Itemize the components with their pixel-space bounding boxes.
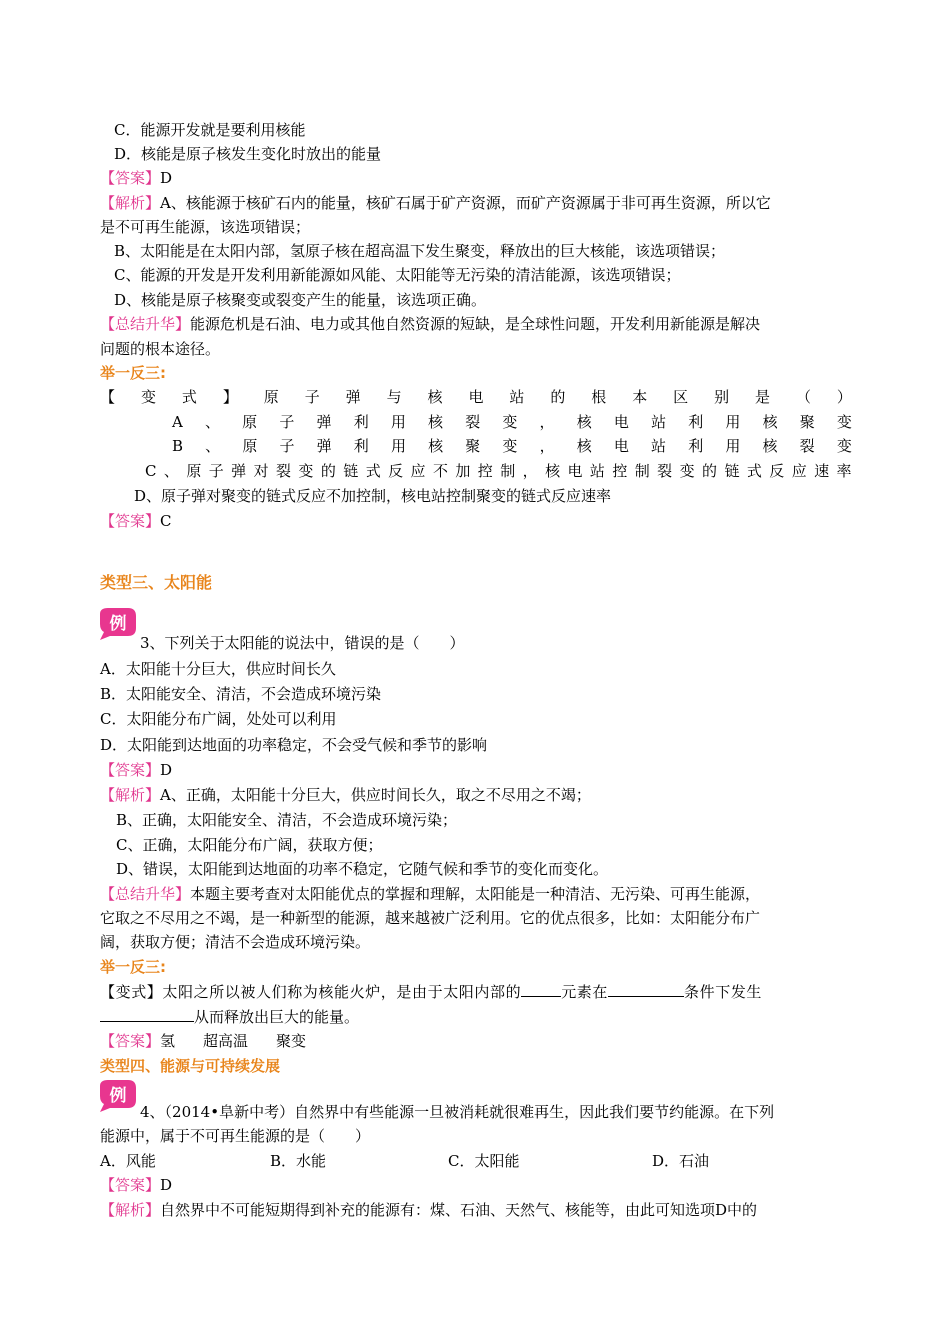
char: 弹 (345, 388, 361, 406)
char: 原 (242, 437, 258, 455)
option-d: D．太阳能到达地面的功率稳定，不会受气候和季节的影响 (100, 736, 488, 754)
analysis-line (100, 1199, 852, 1221)
example-icon-label: 例 (109, 1086, 127, 1106)
char: 电 (468, 388, 484, 406)
char: 变 (836, 437, 852, 455)
char: 加 (455, 462, 471, 480)
char: B (172, 437, 184, 455)
answer-tag: 【答案】 (100, 761, 161, 779)
char: 链 (343, 462, 359, 480)
summary-line (100, 313, 852, 335)
char: 利 (353, 413, 369, 431)
char: 子 (208, 462, 224, 480)
char: 站 (589, 462, 605, 480)
answer-tag: 【答案】 (100, 1032, 161, 1050)
variant-text: 从而释放出巨大的能量。 (194, 1008, 360, 1026)
analysis-text: A、核能源于核矿石内的能量，核矿石属于矿产资源，而矿产资源属于非可再生资源，所以它 (160, 194, 771, 212)
answer-value: D (160, 1176, 173, 1194)
option-b: B．水能 (270, 1152, 327, 1170)
char: 、 (205, 413, 221, 431)
char: 裂 (276, 462, 292, 480)
char: （ (795, 388, 811, 406)
char: 用 (390, 437, 406, 455)
variant-stem (100, 386, 852, 408)
summary-tag: 【总结升华】 (100, 315, 191, 333)
char: 站 (651, 437, 667, 455)
summary-text: 问题的根本途径。 (100, 340, 221, 358)
analysis-text: B、太阳能是在太阳内部，氢原子核在超高温下发生聚变，释放出的巨大核能，该选项错误； (114, 242, 726, 260)
answer-value: 氢 (160, 1032, 176, 1050)
summary-text: 阔，获取方便；清洁不会造成环境污染。 (100, 933, 371, 951)
char: 电 (567, 462, 583, 480)
variant-text: 元素在 (561, 983, 609, 1001)
char: 率 (836, 462, 852, 480)
answer-line (100, 167, 852, 189)
char: 是 (755, 388, 771, 406)
variant-option-c (145, 460, 852, 482)
variant-stem-cont (100, 1005, 852, 1028)
char: 根 (591, 388, 607, 406)
char: 利 (688, 413, 704, 431)
question-text: 4、（2014•阜新中考）自然界中有些能源一旦被消耗就很难再生，因此我们要节约能源。在下列 (140, 1103, 775, 1121)
option-b: B．太阳能安全、清洁，不会造成环境污染 (100, 685, 382, 703)
char: 反 (388, 462, 404, 480)
variant-option-d: D、原子弹对聚变的链式反应不加控制，核电站控制聚变的链式反应速率 (134, 487, 612, 505)
option-c: C．太阳能分布广阔，处处可以利用 (100, 710, 337, 728)
char: 电 (613, 437, 629, 455)
answer-value: 超高温 (203, 1032, 249, 1050)
char: 裂 (799, 437, 815, 455)
analysis-text: C、能源的开发是开发利用新能源如风能、太阳能等无污染的清洁能源，该选项错误； (114, 266, 681, 284)
char: 变 (502, 437, 518, 455)
char: 核 (428, 437, 444, 455)
analysis-text: D、错误，太阳能到达地面的功率不稳定，它随气候和季节的变化而变化。 (116, 860, 609, 878)
char: 式 (181, 388, 197, 406)
char: 弹 (316, 437, 332, 455)
char: 子 (279, 437, 295, 455)
char: 核 (576, 437, 592, 455)
analysis-text: B、正确，太阳能安全、清洁，不会造成环境污染； (116, 811, 458, 829)
char: 站 (651, 413, 667, 431)
char: 变 (502, 413, 518, 431)
char: 原 (263, 388, 279, 406)
analysis-text: D、核能是原子核聚变或裂变产生的能量，该选项正确。 (114, 291, 487, 309)
char: 控 (477, 462, 493, 480)
char: 区 (673, 388, 689, 406)
char: 弹 (316, 413, 332, 431)
char: 核 (762, 437, 778, 455)
answer-line (100, 759, 852, 781)
char: 变 (140, 388, 156, 406)
char: 用 (390, 413, 406, 431)
char: 制 (634, 462, 650, 480)
char: 核 (762, 413, 778, 431)
char: 变 (836, 413, 852, 431)
option-d: D．核能是原子核发生变化时放出的能量 (114, 145, 382, 163)
section-title: 类型三、太阳能 (100, 573, 213, 592)
char: 裂 (465, 413, 481, 431)
analysis-text: C、正确，太阳能分布广阔，获取方便； (116, 836, 383, 854)
char: 站 (509, 388, 525, 406)
analysis-text: A、正确，太阳能十分巨大，供应时间长久，取之不尽用之不竭； (160, 786, 591, 804)
fill-blank[interactable] (521, 980, 561, 997)
answer-value: D (160, 169, 173, 187)
example-icon (96, 606, 140, 640)
variant-option-b (172, 435, 852, 457)
char: 对 (253, 462, 269, 480)
char: 本 (632, 388, 648, 406)
char: ， (522, 462, 538, 480)
char: 别 (714, 388, 730, 406)
answer-line (100, 1174, 852, 1196)
summary-tag: 【总结升华】 (100, 885, 191, 903)
char: 不 (432, 462, 448, 480)
variant-text: 【变式】太阳之所以被人们称为核能火炉，是由于太阳内部的 (100, 983, 522, 1001)
char: 、 (163, 462, 179, 480)
char: 子 (304, 388, 320, 406)
summary-text: 本题主要考查对太阳能优点的掌握和理解，太阳能是一种清洁、无污染、可再生能源， (190, 885, 761, 903)
variant-stem (100, 980, 852, 1003)
analysis-text: 自然界中不可能短期得到补充的能源有：煤、石油、天然气、核能等，由此可知选项D中的 (160, 1201, 758, 1219)
answer-line (100, 510, 852, 532)
char: 利 (353, 437, 369, 455)
example-icon-label: 例 (109, 614, 127, 634)
char: 式 (365, 462, 381, 480)
example-icon (96, 1078, 140, 1112)
question-text: 能源中，属于不可再生能源的是（ ） (100, 1127, 371, 1145)
option-c: C．能源开发就是要利用核能 (114, 121, 306, 139)
answer-tag: 【答案】 (100, 169, 161, 187)
option-d: D．石油 (652, 1152, 710, 1170)
char: 的 (702, 462, 718, 480)
char: 核 (545, 462, 561, 480)
char: A (172, 413, 183, 431)
char: 用 (725, 437, 741, 455)
option-c: C．太阳能 (448, 1152, 520, 1170)
char: 电 (613, 413, 629, 431)
fill-blank[interactable] (100, 1005, 194, 1022)
answer-value: C (160, 512, 172, 530)
summary-line (100, 883, 852, 905)
char: 变 (298, 462, 314, 480)
char: 核 (428, 413, 444, 431)
char: ） (836, 388, 852, 406)
answer-value: 聚变 (276, 1032, 307, 1050)
char: 链 (724, 462, 740, 480)
variant-heading: 举一反三: (100, 958, 166, 976)
answer-line (100, 1030, 852, 1052)
char: 速 (814, 462, 830, 480)
option-a: A．太阳能十分巨大，供应时间长久 (100, 660, 336, 678)
char: C (145, 462, 157, 480)
section-title: 类型四、能源与可持续发展 (100, 1057, 281, 1075)
analysis-line (100, 192, 852, 214)
char: 式 (746, 462, 762, 480)
char: 聚 (799, 413, 815, 431)
char: 核 (576, 413, 592, 431)
char: 的 (320, 462, 336, 480)
char: ， (539, 413, 555, 431)
variant-heading: 举一反三: (100, 364, 166, 382)
analysis-tag: 【解析】 (100, 194, 161, 212)
fill-blank[interactable] (608, 980, 684, 997)
answer-value: D (160, 761, 173, 779)
char: 裂 (657, 462, 673, 480)
analysis-text: 是不可再生能源，该选项错误； (100, 218, 311, 236)
answer-tag: 【答案】 (100, 1176, 161, 1194)
char: 变 (679, 462, 695, 480)
answer-tag: 【答案】 (100, 512, 161, 530)
char: 制 (500, 462, 516, 480)
option-a: A．风能 (100, 1152, 156, 1170)
char: 原 (186, 462, 202, 480)
char: 反 (769, 462, 785, 480)
variant-option-a (172, 411, 852, 433)
char: 应 (410, 462, 426, 480)
char: 与 (386, 388, 402, 406)
char: ， (539, 437, 555, 455)
char: 控 (612, 462, 628, 480)
summary-text: 能源危机是石油、电力或其他自然资源的短缺，是全球性问题，开发利用新能源是解决 (190, 315, 761, 333)
char: 核 (427, 388, 443, 406)
char: 】 (222, 388, 238, 406)
char: 利 (688, 437, 704, 455)
char: 【 (100, 388, 116, 406)
analysis-tag: 【解析】 (100, 786, 161, 804)
question-text: 3、下列关于太阳能的说法中，错误的是（ ） (140, 634, 465, 652)
analysis-line (100, 784, 852, 806)
char: 应 (791, 462, 807, 480)
char: 聚 (465, 437, 481, 455)
char: 用 (725, 413, 741, 431)
char: 、 (205, 437, 221, 455)
char: 子 (279, 413, 295, 431)
analysis-tag: 【解析】 (100, 1201, 161, 1219)
variant-text: 条件下发生 (684, 983, 763, 1001)
summary-text: 它取之不尽用之不竭，是一种新型的能源，越来越被广泛利用。它的优点很多，比如：太阳能分布广 (100, 909, 761, 927)
char: 弹 (231, 462, 247, 480)
char: 原 (242, 413, 258, 431)
char: 的 (550, 388, 566, 406)
